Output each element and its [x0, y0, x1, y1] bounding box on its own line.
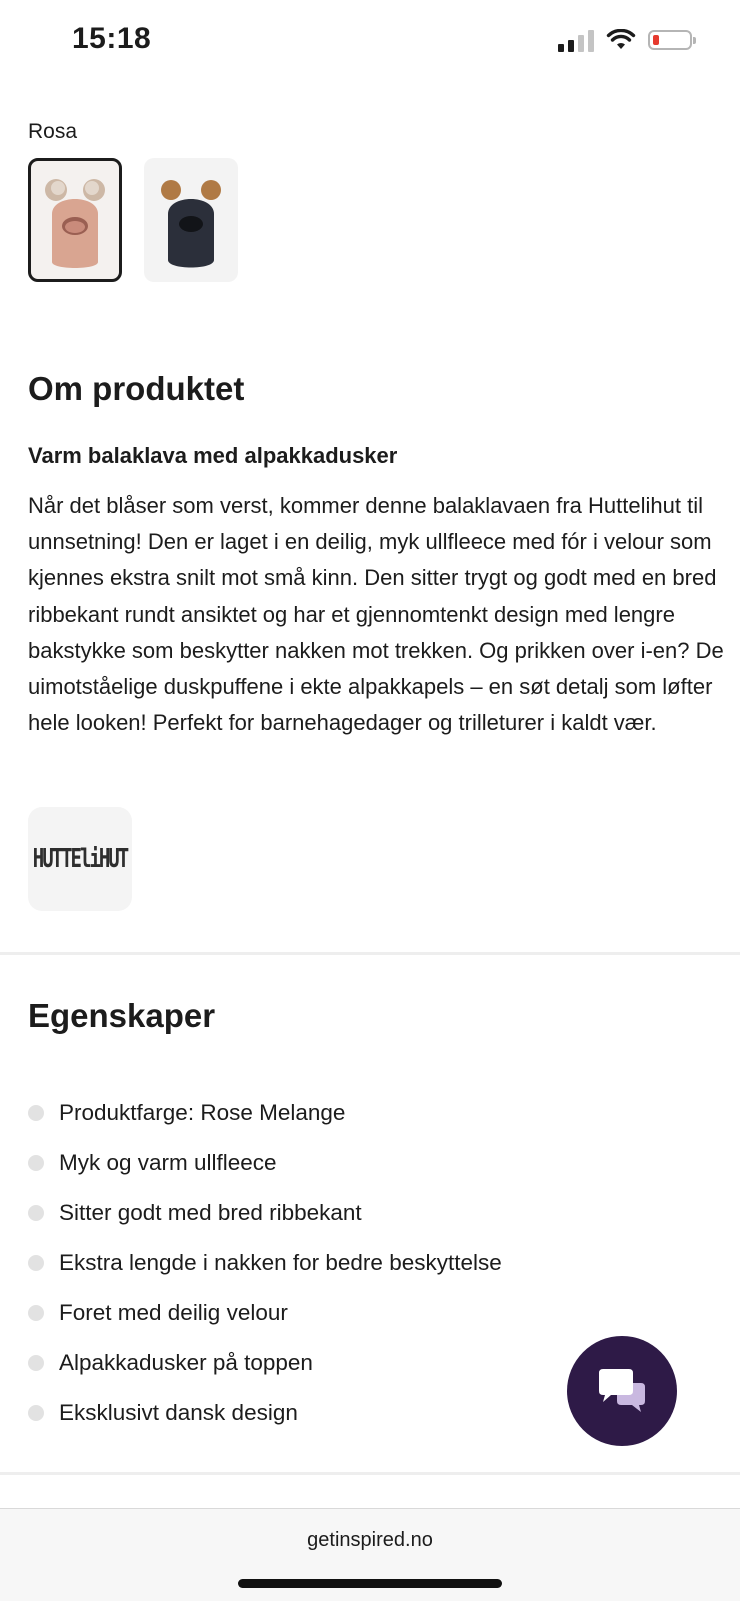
navy-balaclava-thumbnail [156, 170, 226, 270]
status-icons [558, 28, 692, 52]
property-text: Ekstra lengde i nakken for bedre beskyttelse [59, 1250, 502, 1275]
address-domain[interactable]: getinspired.no [307, 1529, 433, 1551]
list-item [28, 1188, 502, 1238]
wifi-icon [606, 29, 636, 51]
property-text: Myk og varm ullfleece [59, 1150, 277, 1175]
property-text: Eksklusivt dansk design [59, 1400, 298, 1425]
bullet-icon [28, 1155, 44, 1171]
list-item [28, 1138, 502, 1188]
chat-button[interactable] [567, 1336, 677, 1446]
bullet-icon [28, 1355, 44, 1371]
list-item [28, 1288, 502, 1338]
bullet-icon [28, 1255, 44, 1271]
home-indicator[interactable] [238, 1579, 502, 1588]
bullet-icon [28, 1205, 44, 1221]
properties-list [28, 1088, 502, 1438]
list-item [28, 1238, 502, 1288]
status-time: 15:18 [72, 22, 152, 55]
about-section-title: Om produktet [28, 370, 245, 407]
properties-section-title: Egenskaper [28, 997, 216, 1034]
product-subtitle: Varm balaklava med alpakkadusker [28, 443, 398, 468]
property-text: Foret med deilig velour [59, 1300, 288, 1325]
color-option-navy[interactable] [144, 158, 238, 282]
browser-bottom-bar [0, 1508, 740, 1601]
selected-color-label: Rosa [28, 120, 78, 143]
section-divider [0, 952, 740, 955]
status-bar [0, 0, 740, 84]
signal-icon [558, 28, 594, 52]
color-options [28, 158, 238, 282]
property-text: Sitter godt med bred ribbekant [59, 1200, 362, 1225]
chat-bubbles-icon [597, 1369, 647, 1413]
bullet-icon [28, 1405, 44, 1421]
brand-logo-tile[interactable] [28, 807, 132, 911]
property-text: Alpakkadusker på toppen [59, 1350, 313, 1375]
section-divider [0, 1472, 740, 1475]
list-item [28, 1338, 502, 1388]
bullet-icon [28, 1105, 44, 1121]
brand-logo: HUTTEliHUT [32, 844, 128, 874]
color-option-rosa[interactable] [28, 158, 122, 282]
product-description: Når det blåser som verst, kommer denne balaklavaen fra Huttelihut til unnsetning! Den er laget i en deilig, myk ullfleece med fór i velour som kjennes ekstra snilt mot små kinn. Den sitter trygt og godt med en bred ribbekant rundt ansiktet og har et gjennomtenkt design med lengre bakstykke som beskytter nakken mot trekken. Og prikken over i-en? De uimotståelige duskpuffene i ekte alpakkapels – en søt detalj som løfter hele looken! Perfekt for barnehagedager og trilleturer i kaldt vær. [28, 493, 724, 736]
battery-icon [648, 30, 692, 50]
list-item [28, 1088, 502, 1138]
rosa-balaclava-thumbnail [40, 170, 110, 270]
bullet-icon [28, 1305, 44, 1321]
list-item [28, 1388, 502, 1438]
property-text: Produktfarge: Rose Melange [59, 1100, 346, 1125]
